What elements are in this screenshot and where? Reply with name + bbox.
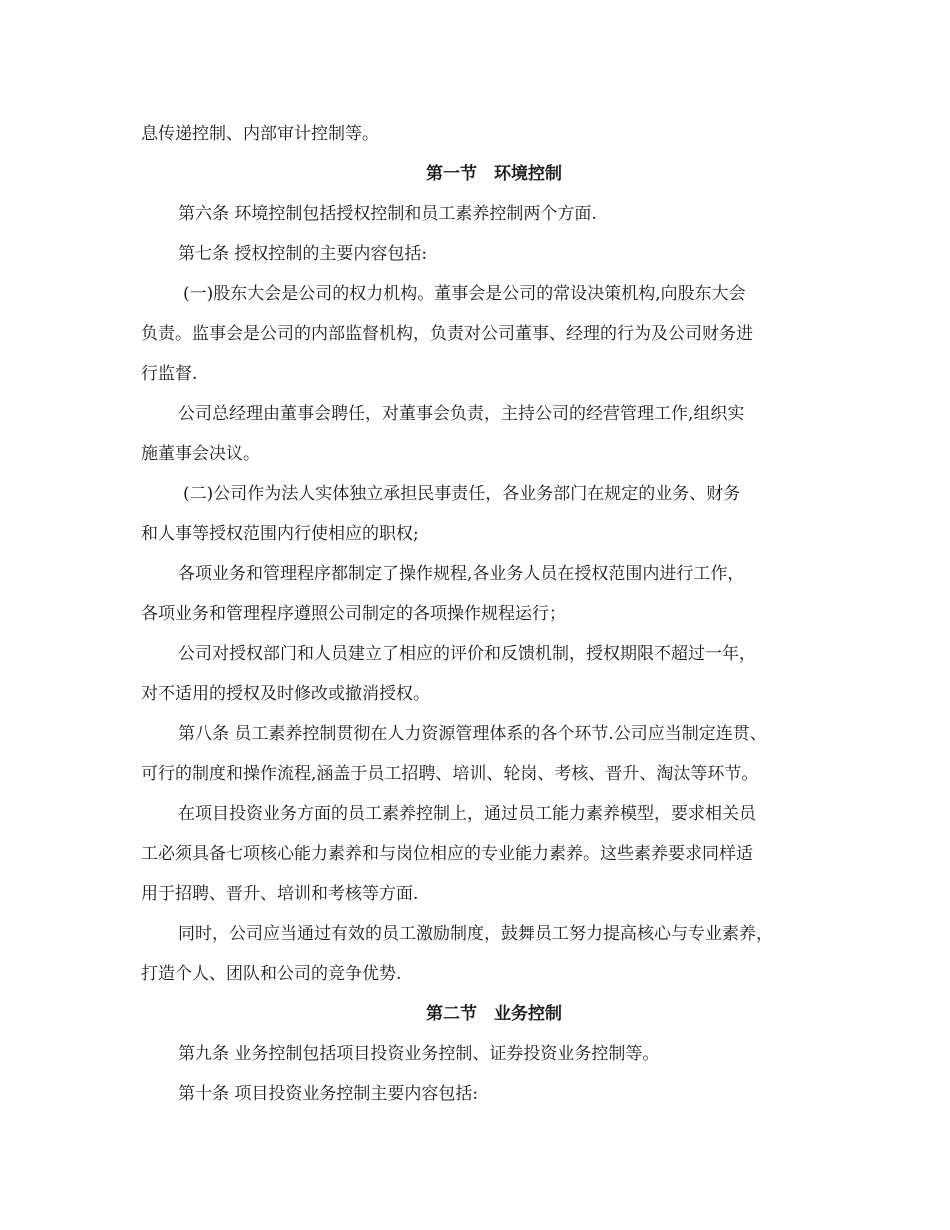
paragraph-line: 用于招聘、晋升、培训和考核等方面.	[141, 884, 419, 904]
paragraph-line: 各项业务和管理程序都制定了操作规程,各业务人员在授权范围内进行工作，	[178, 564, 745, 584]
paragraph-line: 打造个人、团队和公司的竞争优势.	[141, 964, 402, 984]
paragraph-line: (一)股东大会是公司的权力机构。董事会是公司的常设决策机构,向股东大会	[183, 284, 746, 304]
paragraph-line: 和人事等授权范围内行使相应的职权;	[141, 524, 419, 544]
article-line: 第十条 项目投资业务控制主要内容包括:	[178, 1084, 479, 1104]
paragraph-line: 各项业务和管理程序遵照公司制定的各项操作规程运行；	[141, 604, 566, 624]
article-line: 第六条 环境控制包括授权控制和员工素养控制两个方面.	[178, 204, 597, 224]
paragraph-line: 公司总经理由董事会聘任，对董事会负责，主持公司的经营管理工作,组织实	[178, 404, 745, 424]
paragraph-line: (二)公司作为法人实体独立承担民事责任，各业务部门在规定的业务、财务	[183, 484, 741, 504]
paragraph-line: 公司对授权部门和人员建立了相应的评价和反馈机制，授权期限不超过一年，	[178, 644, 756, 664]
section-heading: 第二节 业务控制	[426, 1004, 562, 1024]
article-line: 第九条 业务控制包括项目投资业务控制、证券投资业务控制等。	[178, 1044, 660, 1064]
paragraph-line: 同时，公司应当通过有效的员工激励制度，鼓舞员工努力提高核心与专业素养，	[178, 924, 773, 944]
paragraph-line: 息传递控制、内部审计控制等。	[141, 124, 379, 144]
paragraph-line: 行监督.	[141, 364, 198, 384]
article-line: 第七条 授权控制的主要内容包括:	[178, 244, 428, 264]
paragraph-line: 在项目投资业务方面的员工素养控制上，通过员工能力素养模型，要求相关员	[178, 804, 756, 824]
paragraph-line: 负责。监事会是公司的内部监督机构，负责对公司董事、经理的行为及公司财务进	[141, 324, 753, 344]
paragraph-line: 可行的制度和操作流程,涵盖于员工招聘、培训、轮岗、考核、晋升、淘汰等环节。	[141, 764, 759, 784]
paragraph-line: 对不适用的授权及时修改或撤消授权。	[141, 684, 430, 704]
paragraph-line: 施董事会决议。	[141, 444, 260, 464]
section-heading: 第一节 环境控制	[426, 164, 562, 184]
article-line: 第八条 员工素养控制贯彻在人力资源管理体系的各个环节.公司应当制定连贯、	[178, 724, 767, 744]
paragraph-line: 工必须具备七项核心能力素养和与岗位相应的专业能力素养。这些素养要求同样适	[141, 844, 753, 864]
